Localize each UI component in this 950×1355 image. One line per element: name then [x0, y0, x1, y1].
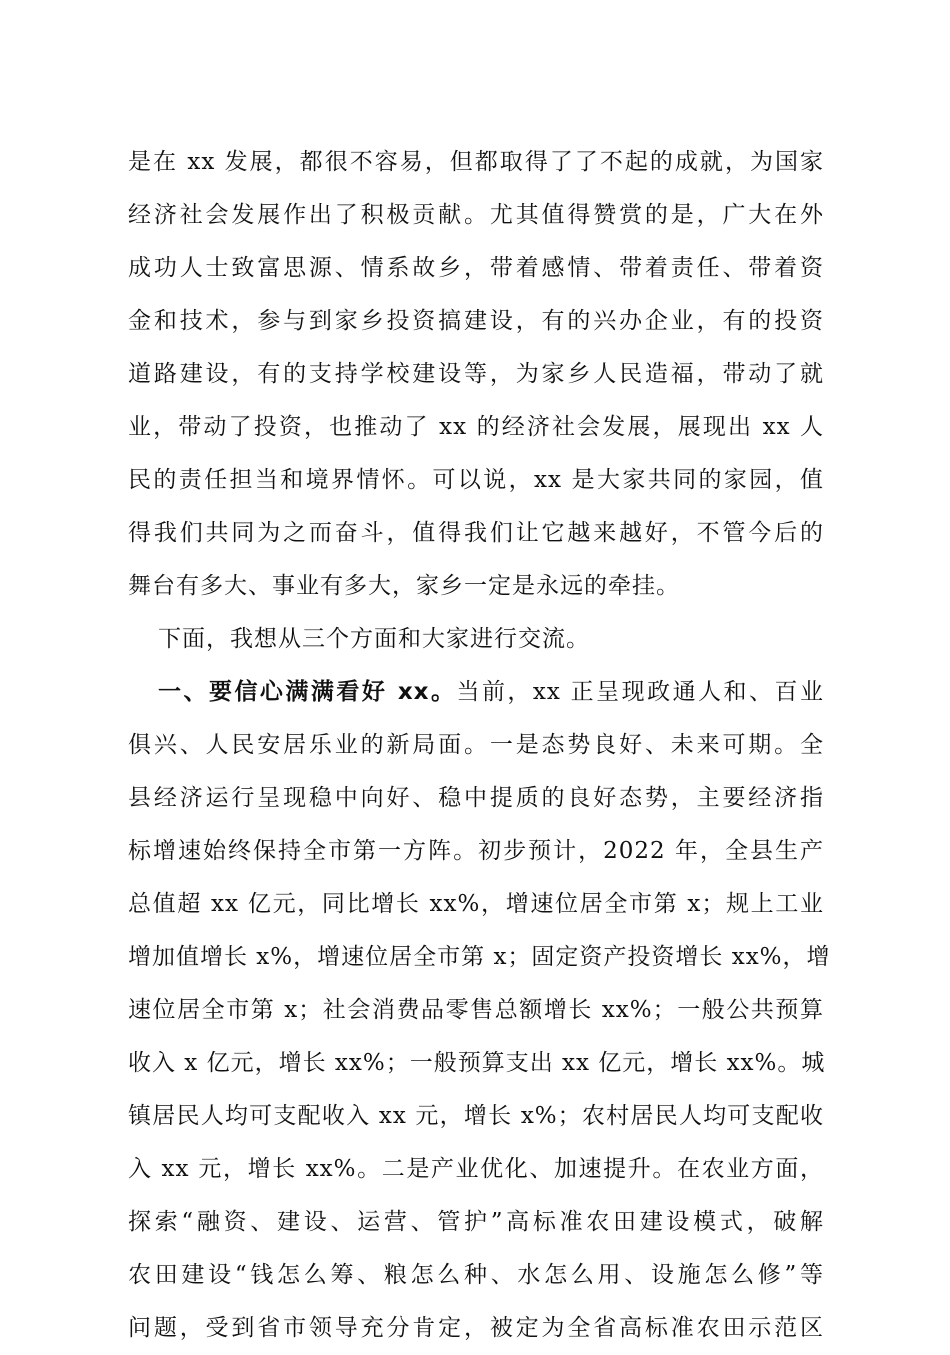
text-line: 是在 xx 发展，都很不容易，但都取得了了不起的成就，为国家 [128, 149, 824, 175]
text-line: 探索“融资、建设、运营、管护”高标准农田建设模式，破解 [128, 1209, 824, 1235]
section-heading: 一、要信心满满看好 xx。 [158, 679, 457, 705]
paragraph-continued [128, 136, 824, 613]
text-line: 成功人士致富思源、情系故乡，带着感情、带着责任、带着资 [128, 255, 824, 281]
text-line: 道路建设，有的支持学校建设等，为家乡人民造福，带动了就 [128, 361, 824, 387]
section-heading-rest: 当前，xx 正呈现政通人和、百业 [456, 679, 824, 705]
text-line: 下面，我想从三个方面和大家进行交流。 [158, 626, 590, 652]
text-line: 俱兴、人民安居乐业的新局面。一是态势良好、未来可期。全 [128, 732, 824, 758]
document-body [128, 136, 831, 1355]
text-line: 收入 x 亿元，增长 xx%；一般预算支出 xx 亿元，增长 xx%。城 [128, 1050, 826, 1076]
text-line: 总值超 xx 亿元，同比增长 xx%，增速位居全市第 x；规上工业 [128, 891, 824, 917]
text-line: 入 xx 元，增长 xx%。二是产业优化、加速提升。在农业方面， [128, 1156, 824, 1182]
paragraph-transition [128, 613, 824, 666]
text-line: 业，带动了投资，也推动了 xx 的经济社会发展，展现出 xx 人 [128, 414, 824, 440]
text-line: 镇居民人均可支配收入 xx 元，增长 x%；农村居民人均可支配收 [128, 1103, 824, 1129]
text-line: 民的责任担当和境界情怀。可以说，xx 是大家共同的家园，值 [128, 467, 824, 493]
text-line: 金和技术，参与到家乡投资搞建设，有的兴办企业，有的投资 [128, 308, 824, 334]
text-line: 增加值增长 x%，增速位居全市第 x；固定资产投资增长 xx%，增 [128, 944, 831, 970]
text-line: 速位居全市第 x；社会消费品零售总额增长 xx%；一般公共预算 [128, 997, 824, 1023]
text-line: 舞台有多大、事业有多大，家乡一定是永远的牵挂。 [128, 573, 680, 599]
text-line: 县经济运行呈现稳中向好、稳中提质的良好态势，主要经济指 [128, 785, 824, 811]
text-line: 得我们共同为之而奋斗，值得我们让它越来越好，不管今后的 [128, 520, 824, 546]
text-line: 标增速始终保持全市第一方阵。初步预计，2022 年，全县生产 [128, 838, 824, 864]
section-one [128, 666, 831, 1355]
text-line: 问题，受到省市领导充分肯定，被定为全省高标准农田示范区 [128, 1315, 824, 1341]
text-line: 农田建设“钱怎么筹、粮怎么种、水怎么用、设施怎么修”等 [128, 1262, 824, 1288]
text-line: 经济社会发展作出了积极贡献。尤其值得赞赏的是，广大在外 [128, 202, 824, 228]
section-first-line [128, 666, 824, 719]
